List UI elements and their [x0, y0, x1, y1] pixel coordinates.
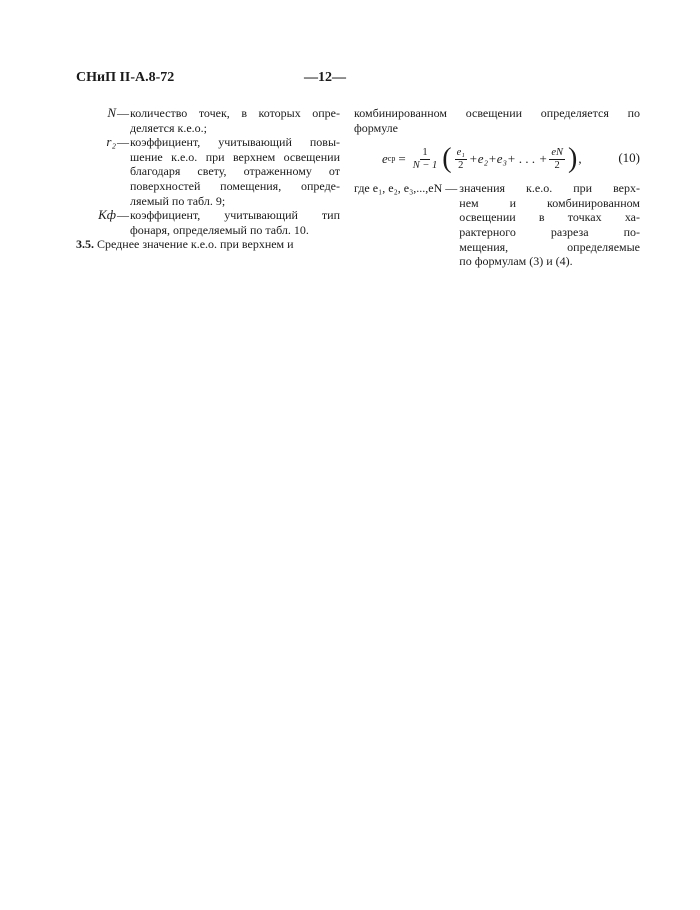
explanation-text: [459, 181, 640, 269]
definition-text: [130, 106, 340, 135]
definition-term: r₂: [106, 134, 116, 150]
formula-explanation: [354, 181, 640, 269]
definition-line: фонаря, определяемый по табл. 10.: [130, 222, 309, 237]
first-term-numerator: e₁: [456, 146, 465, 158]
section-first-line: [76, 237, 340, 252]
coefficient-denominator: N − 1: [412, 159, 438, 171]
definition-line: коэффициент, учитывающий повы-: [130, 135, 340, 150]
coefficient-numerator: 1: [422, 146, 428, 158]
explanation-line: по формулам (3) и (4).: [459, 254, 573, 269]
right-paren: ): [568, 143, 578, 175]
first-term-denominator: 2: [458, 159, 464, 171]
definition-line: ляемый по табл. 9;: [130, 193, 226, 208]
explanation-line: мещения, определяемые: [459, 239, 640, 254]
definition-line: количество точек, в которых опре-: [130, 106, 340, 120]
section-continuation: [354, 106, 640, 135]
left-paren: (: [442, 143, 452, 175]
definition-n: [76, 106, 340, 135]
formula-lhs: e: [382, 150, 388, 166]
definition-dash: —: [117, 208, 129, 223]
definition-line: коэффициент, учитывающий тип: [130, 208, 340, 223]
paragraph-line: формуле: [354, 120, 398, 135]
formula-first-term: [455, 147, 467, 172]
definition-line: благодаря свету, отраженному от: [130, 164, 340, 179]
formula-lhs-subscript: ср: [387, 153, 396, 163]
definition-line: поверхностей помещения, опреде-: [130, 178, 340, 193]
definition-term: Kф: [98, 207, 116, 223]
formula-expression: e ср = $\frac{1}{N - 1}$ ( $\frac{\text{e₁}}{2}$ +e₂+e₃+ . . . + $\frac{eN}{2}$ ) ,: [382, 143, 582, 175]
document-code: СНиП II-А.8-72: [76, 70, 175, 85]
explanation-line: освещении в точках ха-: [459, 210, 640, 225]
definition-text: [130, 208, 340, 237]
section-text: Среднее значение к.е.о. при верхнем и: [97, 237, 294, 252]
section-number: 3.5.: [76, 237, 94, 252]
definition-kf: [76, 208, 340, 237]
explanation-lead: где e₁, e₂, e₃,...,eN —: [354, 181, 458, 196]
section-3-5: [76, 237, 340, 252]
formula-last-term: [549, 147, 565, 172]
explanation-line: нем и комбинированном: [459, 195, 640, 210]
definition-term: N: [107, 105, 116, 120]
right-column: [354, 106, 640, 269]
definition-dash: —: [117, 135, 129, 150]
definition-dash: —: [117, 106, 129, 120]
definition-line: шение к.е.о. при верхнем освещении: [130, 149, 340, 164]
equation-number: (10): [618, 150, 640, 166]
formula-middle-terms: +e₂+e₃+ . . . +: [468, 150, 548, 166]
explanation-line: рактерного разреза по-: [459, 224, 640, 239]
formula-10: [354, 139, 640, 179]
page-header: [76, 70, 636, 90]
last-term-denominator: 2: [554, 159, 560, 171]
paragraph-line: комбинированном освещении определяется по: [354, 106, 640, 120]
left-column: [76, 106, 340, 252]
definition-r2: [76, 135, 340, 208]
definition-text: [130, 135, 340, 208]
last-term-numerator: eN: [551, 146, 564, 158]
explanation-line: значения к.е.о. при верх-: [459, 181, 640, 196]
definition-line: деляется к.е.о.;: [130, 120, 207, 135]
formula-coefficient: [411, 147, 440, 172]
page-number: —12—: [304, 70, 346, 85]
